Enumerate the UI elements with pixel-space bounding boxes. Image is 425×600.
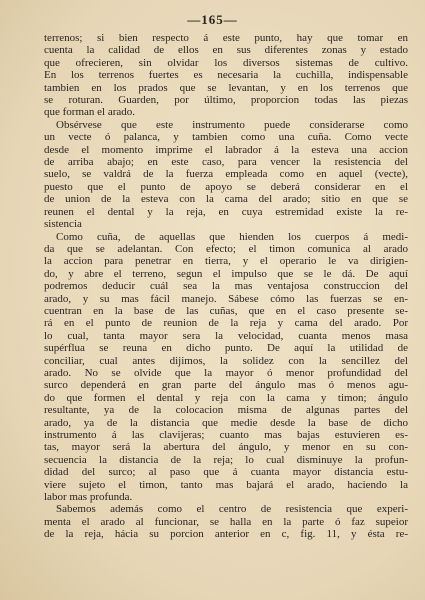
text-line: puesto que el punto de apoyo se deberá considerar en el xyxy=(44,180,408,193)
text-line: secuencia la distancia de la reja; lo cual disminuye la profun- xyxy=(44,453,408,466)
text-line: Obsérvese que este instrumento puede considerarse como xyxy=(56,118,408,131)
text-line: menta el arado al funcionar, se halla en la parte ó faz supeior xyxy=(44,515,408,528)
text-line: labor mas profunda. xyxy=(44,491,133,504)
text-line: do que formen el dental y reja con la cama y timon; ángulo xyxy=(44,391,408,404)
text-line: se roturan. Guarden, por último, proporcion todas las piezas xyxy=(44,94,408,107)
text-line: terrenos; si bien respecto á este punto, hay que tomar en xyxy=(44,32,408,44)
text-line: conciliar, cual antes dijimos, la solidez con la sencillez del xyxy=(44,354,408,367)
text-line: de arriba abajo; en este caso, para vencer la resistencia del xyxy=(44,156,408,169)
text-line: En los terrenos fuertes es necesaria la cuchilla, indispensable xyxy=(44,69,408,82)
text-line: lo cual, tanta mayor sera la velocidad, cuanta menos masa xyxy=(44,329,408,342)
text-line: do, y abre el terreno, segun el impulso que se le dá. De aquí xyxy=(44,267,408,280)
text-line: que ofrecieren, sin olvidar los diversos sistemas de cultivo. xyxy=(44,56,408,69)
text-line: rá en el punto de reunion de la reja y cama del arado. Por xyxy=(44,317,408,330)
text-line: suelo, se valdrá de la fuerza empleada como en aquel (vecte), xyxy=(44,168,408,181)
text-line: instrumento á las clavijeras; cuanto mas bajas estuvieren es- xyxy=(44,429,408,441)
text-line: desde el momento imprime el labrador á la esteva una accion xyxy=(44,143,408,156)
text-line: Como cuña, de aquellas que hienden los cuerpos á medi- xyxy=(56,230,408,243)
text-line: viere sujeto el timon, tanto mas bajará el arado, haciendo la xyxy=(44,478,408,491)
text-line: arado, y su mas fácil manejo. Sábese cómo las fuerzas se en- xyxy=(44,292,408,305)
text-line: podremos deducir cuál sea la mas ventajosa construccion del xyxy=(44,280,408,293)
text-line: tambien en los prados que se levantan, y en los terrenos que xyxy=(44,81,408,94)
text-line: sistencia xyxy=(44,218,82,231)
text-line: arado, ya de la distancia que medie desde la base de dicho xyxy=(44,416,408,429)
text-line: arado. No se olvide que la mayor ó menor profundidad del xyxy=(44,366,408,379)
body-text xyxy=(44,32,408,541)
text-line: Sabemos además como el centro de resistencia que experi- xyxy=(56,503,408,516)
text-line: da que se adelantan. Con efecto; el timon comunica al arado xyxy=(44,242,408,255)
text-line: de la reja, hácia su porcion anterior en c, fig. 11, y ésta re- xyxy=(44,528,408,541)
text-line: la accion para penetrar en tierra, y el operario le va dirigien- xyxy=(44,255,408,268)
text-line: tas, mayor será la abertura del ángulo, y menor en su con- xyxy=(44,441,408,454)
text-line: cuenta la calidad de ellos en sus diferentes zonas y estado xyxy=(44,44,408,57)
page-number: —165— xyxy=(187,12,238,27)
text-line: cuentran en la base de las cuñas, que en el caso presente se- xyxy=(44,304,408,317)
text-line: surco dependerá en gran parte del ángulo mas ó menos agu- xyxy=(44,379,408,392)
text-line: supérflua se reuna en dicho punto. De aquí la utilidad de xyxy=(44,342,408,355)
text-line: didad del surco; al paso que á cuanta mayor distancia estu- xyxy=(44,466,408,479)
text-line: de union de la esteva con la cama del arado; sitio en que se xyxy=(44,193,408,206)
text-line: reunen el dental y la reja, en cuya estremidad existe la re- xyxy=(44,205,408,218)
text-line: un vecte ó palanca, y tambien como una cuña. Como vecte xyxy=(44,131,408,144)
text-line: resultante, ya de la colocacion misma de algunas partes del xyxy=(44,404,408,417)
text-line: que forman el arado. xyxy=(44,106,136,119)
